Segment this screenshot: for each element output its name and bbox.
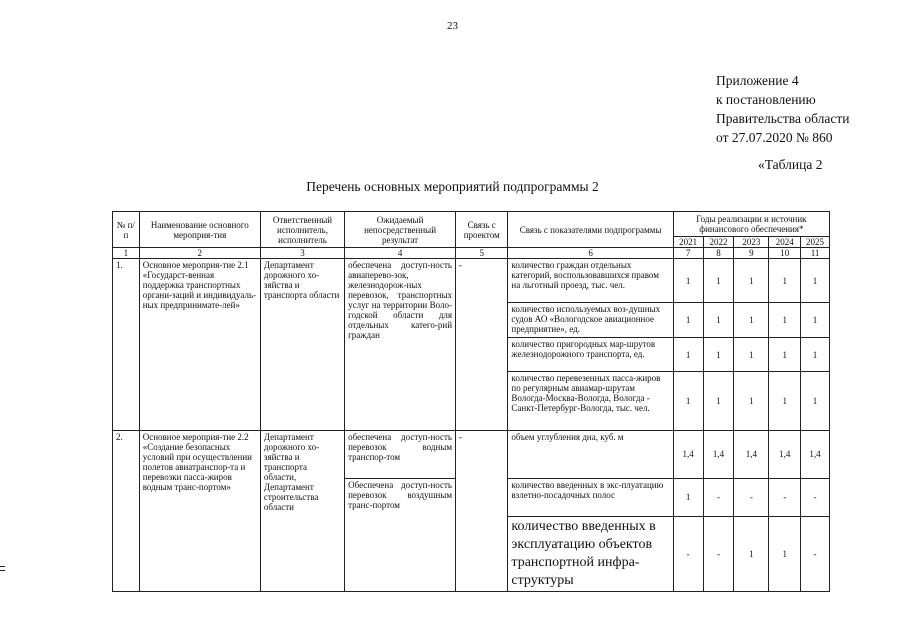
indicator-value: 1,4 — [769, 430, 801, 478]
indicator-text: объем углубления дна, куб. м — [508, 430, 673, 478]
indicator-value: 1,4 — [801, 430, 830, 478]
column-number: 9 — [734, 248, 769, 259]
indicator-value: 1 — [734, 259, 769, 303]
header-year: 2022 — [703, 237, 734, 248]
table-label: «Таблица 2 — [758, 157, 823, 172]
indicator-text: количество перевезенных пасса-жиров по регулярным авиамар-шрутам Вологда-Москва-Вологда, Вологда - Санкт-Петербург-Вологда, тыс. чел. — [508, 372, 673, 430]
appendix-line: к постановлению — [716, 92, 816, 107]
indicator-value: - — [801, 478, 830, 516]
table-row — [113, 430, 830, 478]
indicator-value: 1,4 — [673, 430, 703, 478]
column-number: 10 — [769, 248, 801, 259]
column-number: 2 — [139, 248, 260, 259]
column-number: 8 — [703, 248, 734, 259]
indicator-value: - — [673, 516, 703, 591]
indicator-value: 1 — [801, 372, 830, 430]
indicator-value: 1 — [703, 259, 734, 303]
indicator-value: 1 — [769, 338, 801, 372]
activities-table — [112, 211, 830, 592]
column-number: 5 — [456, 248, 508, 259]
scan-edge-mark — [0, 566, 5, 567]
row-num: 2. — [113, 430, 140, 592]
indicator-value: 1 — [769, 259, 801, 303]
indicator-text: количество введенных в эксплуатацию объектов транспортной инфра-структуры — [508, 516, 673, 591]
column-numbers-row — [113, 248, 830, 259]
header-name: Наименование основного мероприя-тия — [139, 212, 260, 248]
column-number: 4 — [345, 248, 456, 259]
indicator-value: 1 — [769, 372, 801, 430]
indicator-value: 1 — [734, 338, 769, 372]
indicator-text: количество используемых воз-душных судов АО «Вологодское авиационное предприятие», ед. — [508, 303, 673, 338]
row-result: обеспечена доступ-ность авиаперево-зок, железнодорож-ных перевозок, транспортных услуг на территории Воло-годской области для отдельных катего-рий граждан — [345, 259, 456, 430]
column-number: 1 — [113, 248, 140, 259]
row-executor: Департамент дорожного хо-зяйства и транспорта области — [260, 259, 344, 430]
indicator-text: количество граждан отдельных категорий, воспользовавшихся правом на льготный проезд, тыс. чел. — [508, 259, 673, 303]
indicator-value: 1 — [769, 303, 801, 338]
indicator-value: 1 — [801, 338, 830, 372]
indicator-text: количество введенных в экс-плуатацию взлетно-посадочных полос — [508, 478, 673, 516]
indicator-value: 1 — [734, 303, 769, 338]
header-executor: Ответственный исполнитель, исполнитель — [260, 212, 344, 248]
scan-edge-mark — [0, 570, 5, 571]
indicator-value: 1 — [673, 372, 703, 430]
indicator-value: 1 — [801, 259, 830, 303]
indicator-value: - — [769, 478, 801, 516]
header-num: № п/п — [113, 212, 140, 248]
row-activity-name: Основное мероприя-тие 2.2 «Создание безопасных условий при осуществлении полетов авиатранспор-та и перевозки пасса-жиров водным транс-портом» — [139, 430, 260, 592]
indicator-value: 1 — [801, 303, 830, 338]
column-number: 6 — [508, 248, 673, 259]
indicator-value: 1 — [673, 478, 703, 516]
header-project: Связь с проектом — [456, 212, 508, 248]
header-years: Годы реализации и источник финансового обеспечения* — [673, 212, 829, 237]
indicator-value: - — [703, 478, 734, 516]
indicator-value: 1 — [734, 372, 769, 430]
row-executor: Департамент дорожного хо-зяйства и транспорта области, Департамент строительства области — [260, 430, 344, 592]
row-result: обеспечена доступ-ность перевозок водным транспор-том — [345, 430, 456, 478]
appendix-line: от 27.07.2020 № 860 — [716, 130, 833, 145]
indicator-value: - — [703, 516, 734, 591]
row-num: 1. — [113, 259, 140, 430]
row-project: - — [456, 259, 508, 430]
appendix-line: Приложение 4 — [716, 73, 799, 88]
row-result: Обеспечена доступ-ность перевозок воздушным транс-портом — [345, 478, 456, 591]
header-year: 2024 — [769, 237, 801, 248]
indicator-value: 1,4 — [703, 430, 734, 478]
table-row — [113, 259, 830, 303]
indicator-value: - — [734, 478, 769, 516]
indicator-value: 1 — [734, 516, 769, 591]
indicator-text: количество пригородных мар-шрутов железнодорожного транспорта, ед. — [508, 338, 673, 372]
indicator-value: 1 — [673, 338, 703, 372]
indicator-value: 1 — [673, 259, 703, 303]
indicator-value: 1 — [703, 372, 734, 430]
page-number: 23 — [447, 20, 458, 32]
header-result: Ожидаемый непосредственный результат — [345, 212, 456, 248]
indicator-value: 1 — [703, 338, 734, 372]
header-year: 2025 — [801, 237, 830, 248]
column-number: 7 — [673, 248, 703, 259]
header-indicators: Связь с показателями подпрограммы — [508, 212, 673, 248]
indicator-value: - — [801, 516, 830, 591]
header-year: 2021 — [673, 237, 703, 248]
indicator-value: 1 — [703, 303, 734, 338]
row-project: - — [456, 430, 508, 592]
indicator-value: 1 — [673, 303, 703, 338]
appendix-note — [716, 71, 849, 147]
document-title: Перечень основных мероприятий подпрограммы 2 — [306, 179, 599, 194]
column-number: 11 — [801, 248, 830, 259]
appendix-line: Правительства области — [716, 111, 850, 126]
indicator-value: 1,4 — [734, 430, 769, 478]
column-number: 3 — [260, 248, 344, 259]
indicator-value: 1 — [769, 516, 801, 591]
header-year: 2023 — [734, 237, 769, 248]
header-row — [113, 212, 830, 237]
row-activity-name: Основное мероприя-тие 2.1 «Государст-венная поддержка транспортных органи-заций и индивидуаль-ных предпринимате-лей» — [139, 259, 260, 430]
